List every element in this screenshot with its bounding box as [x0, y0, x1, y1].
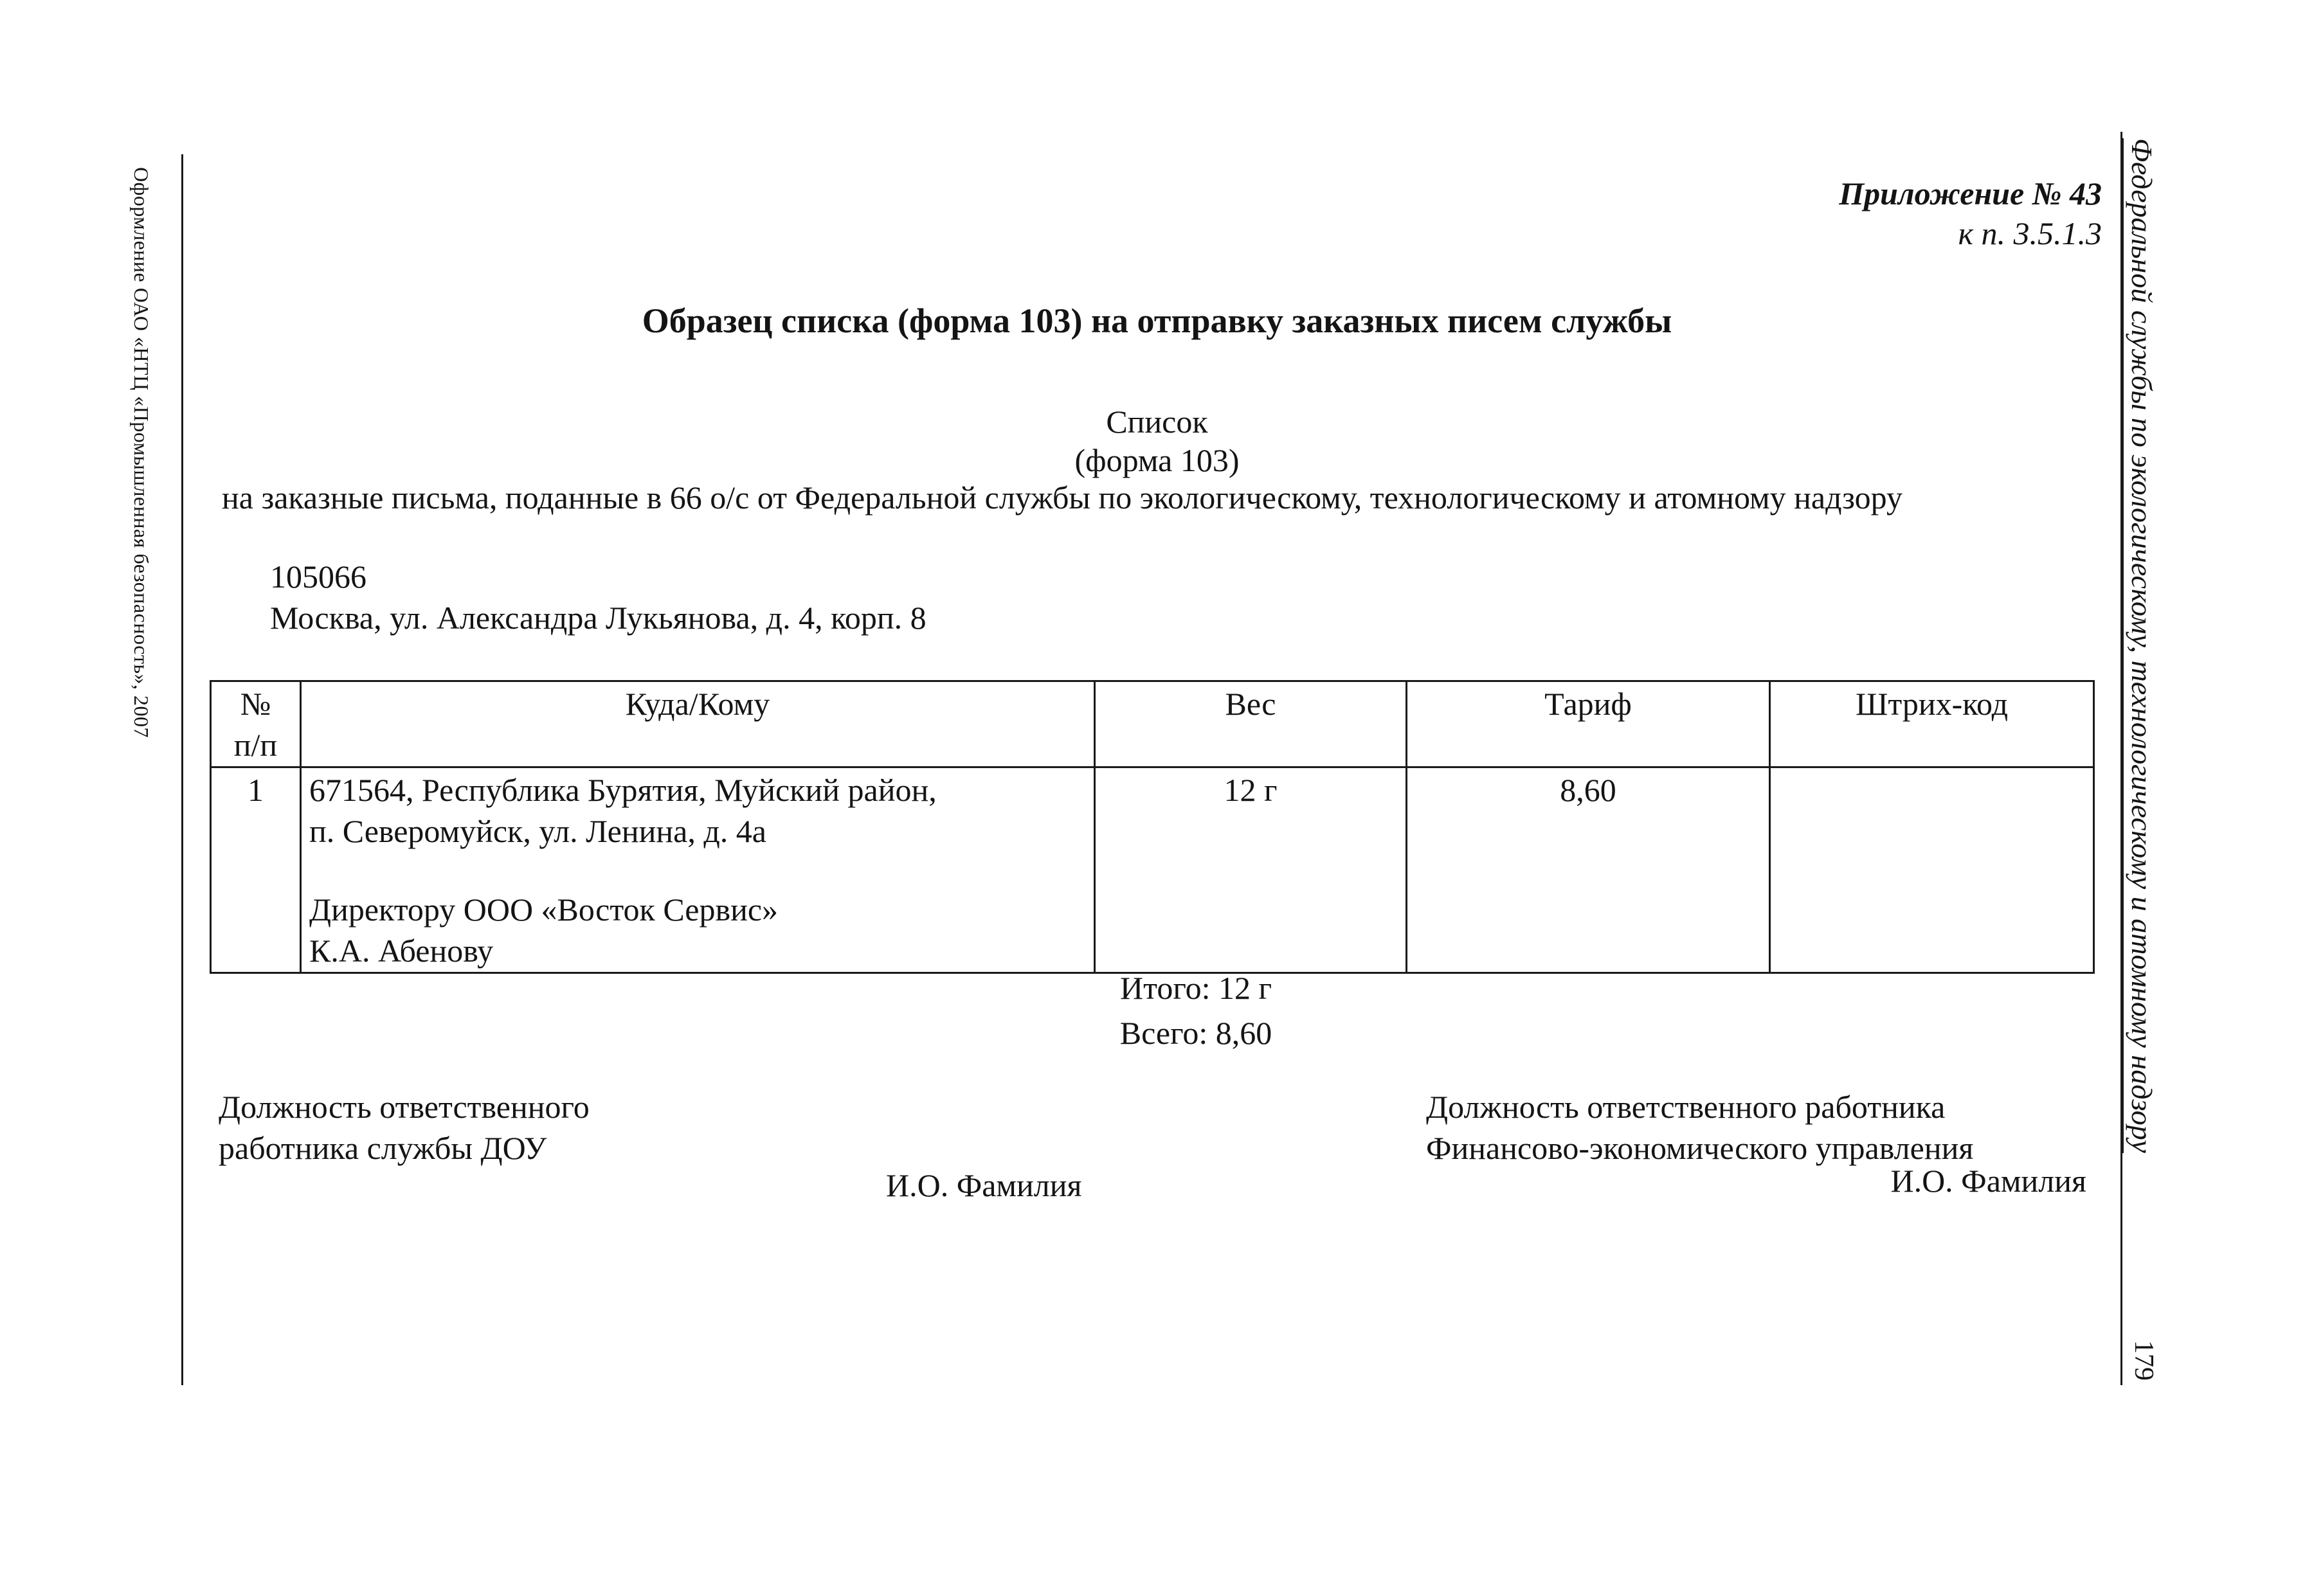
row-weight: 12 г [1095, 767, 1407, 973]
list-description: на заказные письма, поданные в 66 о/с от Федеральной службы по экологическому, технологическому и атомному надзору [222, 480, 1903, 516]
list-heading: Список [1106, 404, 1208, 440]
header-barcode: Штрих-код [1770, 681, 2094, 767]
right-signature-name: И.О. Фамилия [1890, 1163, 2086, 1199]
row-address-line1: 671564, Республика Бурятия, Муйский район, [309, 772, 937, 808]
right-position-line2: Финансово-экономического управления [1426, 1130, 1974, 1166]
appendix-clause: к п. 3.5.1.3 [1958, 215, 2102, 251]
row-recipient-line1: Директору ООО «Восток Сервис» [309, 892, 779, 928]
table-header-row [211, 681, 2094, 767]
left-side-caption: Оформление ОАО «НТЦ «Промышленная безопасность», 2007 [130, 167, 153, 739]
header-num [211, 681, 301, 767]
left-position-line1: Должность ответственного [219, 1089, 590, 1125]
page-number: 179 [2129, 1340, 2158, 1381]
mail-table [210, 680, 2095, 974]
appendix-number: Приложение № 43 [1839, 175, 2102, 211]
header-tariff: Тариф [1407, 681, 1770, 767]
left-position-line2: работника службы ДОУ [219, 1130, 547, 1166]
document-title: Образец списка (форма 103) на отправку заказных писем службы [642, 301, 1672, 340]
left-signature-position [219, 1086, 590, 1169]
left-signature-name: И.О. Фамилия [886, 1167, 1082, 1203]
header-num-label: п/п [233, 727, 278, 763]
table-row [211, 767, 2094, 973]
row-num: 1 [211, 767, 301, 973]
row-barcode [1770, 767, 2094, 973]
total-sum: Всего: 8,60 [1119, 1015, 1272, 1051]
sender-postcode: 105066 [270, 559, 366, 595]
right-signature-position [1426, 1086, 1973, 1169]
header-weight: Вес [1095, 681, 1407, 767]
sender-address [270, 556, 927, 638]
row-destination [301, 767, 1095, 973]
total-weight: Итого: 12 г [1120, 970, 1272, 1006]
right-position-line1: Должность ответственного работника [1426, 1089, 1946, 1125]
sender-street: Москва, ул. Александра Лукьянова, д. 4, корп. 8 [270, 600, 927, 636]
row-address-line2: п. Северомуйск, ул. Ленина, д. 4а [309, 813, 766, 849]
header-num-symbol: № [240, 686, 271, 722]
row-tariff: 8,60 [1407, 767, 1770, 973]
header-destination: Куда/Кому [301, 681, 1095, 767]
right-side-caption: Федеральной службы по экологическому, технологическому и атомному надзору [2122, 138, 2159, 1153]
appendix-reference [1839, 174, 2102, 253]
list-form: (форма 103) [1074, 442, 1240, 478]
totals-block [0, 965, 2314, 1055]
row-recipient-line2: К.А. Абенову [309, 933, 494, 969]
